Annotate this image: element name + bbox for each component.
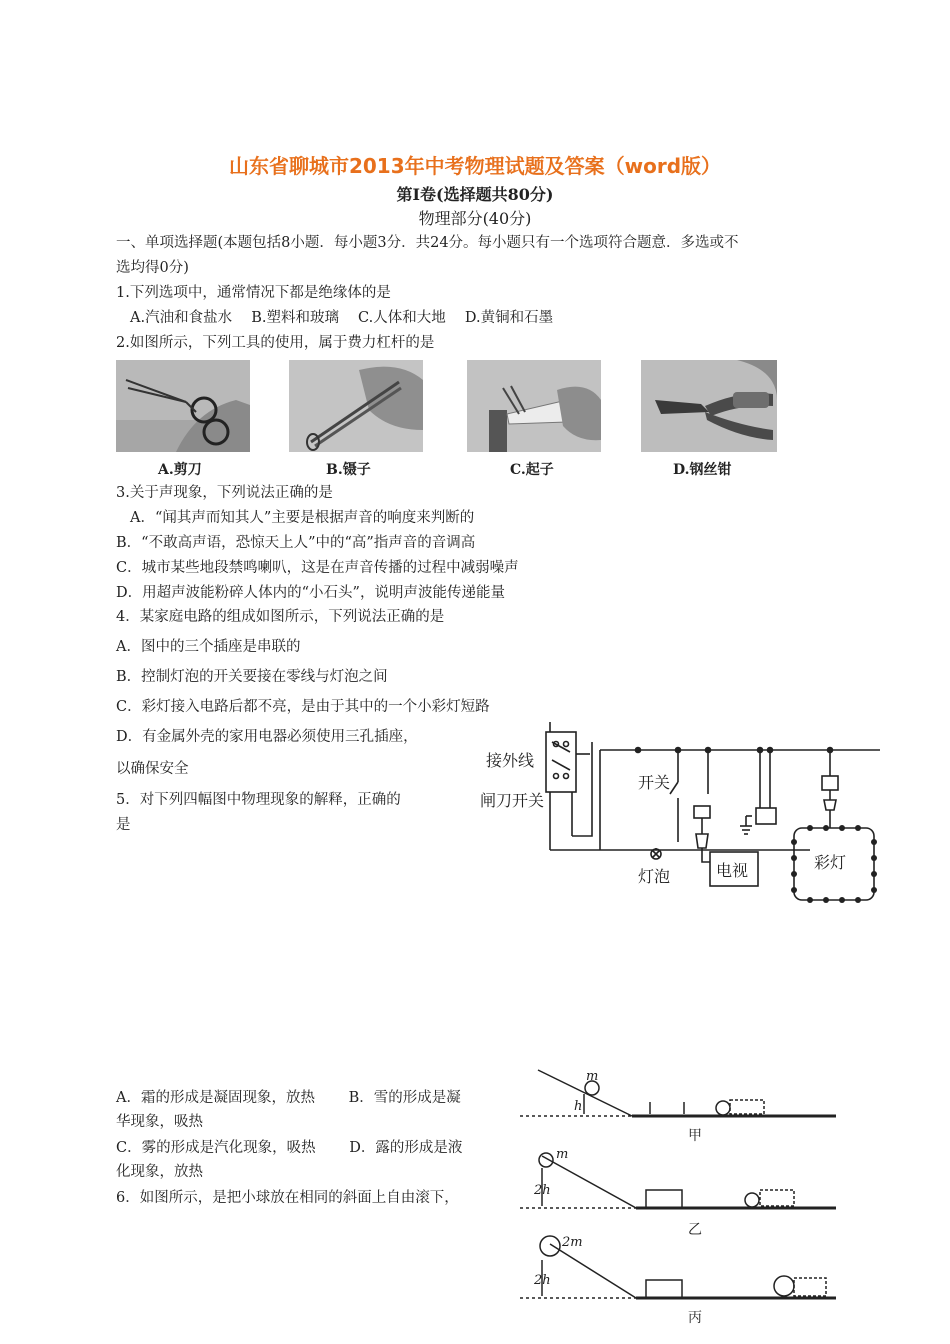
label-bulb: 灯泡	[638, 867, 671, 886]
q4-option-b: B．控制灯泡的开关要接在零线与灯泡之间	[116, 669, 388, 685]
tweezers-photo	[289, 360, 423, 452]
q2-stem: 2.如图所示，下列工具的使用，属于费力杠杆的是	[116, 335, 435, 351]
caption-bing: 丙	[688, 1310, 702, 1326]
label-h-1: h	[574, 1099, 583, 1114]
paper-subtitle: 第Ⅰ卷(选择题共80分)	[396, 185, 554, 204]
q4-option-c: C．彩灯接入电路后都不亮，是由于其中的一个小彩灯短路	[116, 699, 490, 715]
caption-a: A.剪刀	[158, 462, 202, 478]
household-circuit-diagram	[480, 722, 890, 912]
caption-yi: 乙	[688, 1222, 702, 1238]
q3-option-c: C．城市某些地段禁鸣喇叭，这是在声音传播的过程中减弱噪声	[116, 560, 519, 576]
q6-stem: 6．如图所示，是把小球放在相同的斜面上自由滚下，	[116, 1190, 459, 1206]
q1-stem: 1.下列选项中，通常情况下都是绝缘体的是	[116, 285, 391, 301]
q5-stem-line2: 是	[116, 817, 131, 833]
scissors-photo	[116, 360, 250, 452]
q3-option-a: A．“闻其声而知其人”主要是根据声音的响度来判断的	[130, 510, 475, 526]
q4-option-a: A．图中的三个插座是串联的	[116, 639, 301, 655]
q4-option-d-line1: D．有金属外壳的家用电器必须使用三孔插座，	[116, 729, 418, 745]
q5-option-cd-line1: C．雾的形成是汽化现象，吸热 D．露的形成是液	[116, 1140, 463, 1156]
q3-option-d: D．用超声波能粉碎人体内的“小石头”，说明声波能传递能量	[116, 585, 505, 601]
section-heading: 物理部分(40分)	[418, 209, 532, 228]
label-h-2: 2h	[534, 1183, 551, 1198]
q5-stem-line1: 5．对下列四幅图中物理现象的解释，正确的	[116, 792, 401, 808]
intro-line-2: 选均得0分)	[116, 260, 189, 276]
label-m-1: m	[586, 1069, 599, 1084]
q3-stem: 3.关于声现象，下列说法正确的是	[116, 485, 333, 501]
q4-stem: 4．某家庭电路的组成如图所示，下列说法正确的是	[116, 609, 445, 625]
caption-d: D.钢丝钳	[673, 462, 732, 478]
pliers-photo	[641, 360, 777, 452]
q3-option-b: B．“不敢高声语，恐惊天上人”中的“高”指声音的音调高	[116, 535, 476, 551]
q5-option-ab-line1: A．霜的形成是凝固现象，放热 B．雪的形成是凝	[116, 1090, 461, 1106]
label-m-2: m	[556, 1147, 569, 1162]
q1-options: A.汽油和食盐水 B.塑料和玻璃 C.人体和大地 D.黄铜和石墨	[130, 310, 554, 326]
q4-option-d-line2: 以确保安全	[116, 761, 189, 777]
q5-option-ab-line2: 华现象，吸热	[116, 1114, 203, 1130]
label-lights: 彩灯	[814, 853, 847, 872]
caption-b: B.镊子	[326, 462, 371, 478]
opener-photo	[467, 360, 601, 452]
label-outer-line: 接外线	[486, 751, 535, 770]
q5-option-cd-line2: 化现象，放热	[116, 1164, 203, 1180]
label-m-3: 2m	[562, 1235, 583, 1250]
doc-title: 山东省聊城市2013年中考物理试题及答案（word版）	[228, 154, 722, 178]
caption-jia: 甲	[688, 1128, 702, 1144]
ramp-experiment-diagram	[520, 1064, 840, 1326]
intro-line-1: 一、单项选择题(本题包括8小题．每小题3分．共24分。每小题只有一个选项符合题意．多选或不	[116, 235, 739, 251]
label-switch: 开关	[638, 773, 671, 792]
label-h-3: 2h	[534, 1273, 551, 1288]
label-knife-switch: 闸刀开关	[480, 791, 545, 810]
caption-c: C.起子	[510, 462, 554, 478]
label-tv: 电视	[716, 861, 749, 880]
